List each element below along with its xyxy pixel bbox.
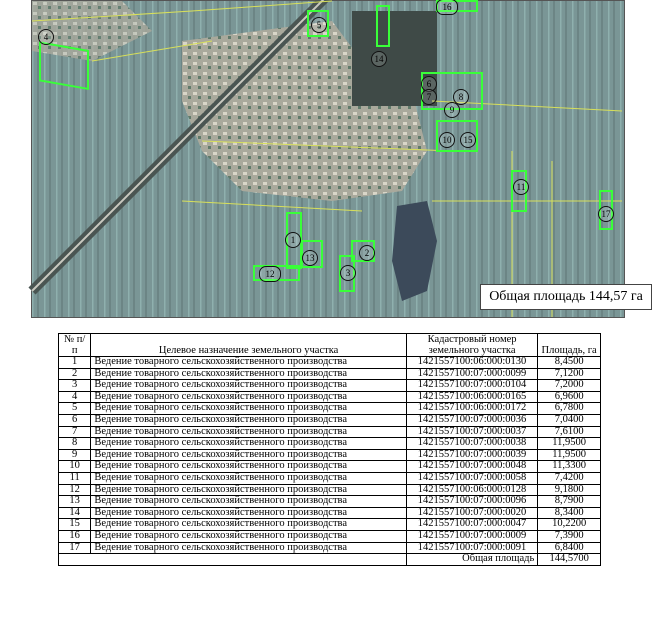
row-cadastral: 1421557100:07:000:0009: [406, 530, 537, 542]
parcel-label-14: 14: [371, 51, 387, 67]
table-row: [59, 368, 601, 380]
row-area: 11,3300: [538, 461, 601, 473]
row-purpose: Ведение товарного сельскохозяйственного производства: [91, 449, 406, 461]
row-cadastral: 1421557100:07:000:0039: [406, 449, 537, 461]
row-purpose: Ведение товарного сельскохозяйственного производства: [91, 484, 406, 496]
row-num: 9: [59, 449, 91, 461]
row-num: 3: [59, 380, 91, 392]
table-row: [59, 472, 601, 484]
row-area: 7,4200: [538, 472, 601, 484]
table-row: [59, 461, 601, 473]
row-num: 14: [59, 507, 91, 519]
total-value: 144,5700: [538, 554, 601, 566]
header-area: Площадь, га: [538, 334, 601, 357]
row-purpose: Ведение товарного сельскохозяйственного производства: [91, 357, 406, 369]
row-purpose: Ведение товарного сельскохозяйственного производства: [91, 542, 406, 554]
table-row: [59, 414, 601, 426]
parcel-label-16: 16: [436, 0, 458, 15]
row-cadastral: 1421557100:06:000:0128: [406, 484, 537, 496]
table-row: [59, 519, 601, 531]
row-cadastral: 1421557100:07:000:0104: [406, 380, 537, 392]
row-purpose: Ведение товарного сельскохозяйственного производства: [91, 507, 406, 519]
parcel-label-11: 11: [513, 179, 529, 195]
row-cadastral: 1421557100:06:000:0130: [406, 357, 537, 369]
row-num: 6: [59, 414, 91, 426]
row-area: 8,4500: [538, 357, 601, 369]
row-area: 6,9600: [538, 391, 601, 403]
row-num: 5: [59, 403, 91, 415]
parcels-table: [58, 333, 601, 566]
row-num: 13: [59, 496, 91, 508]
row-area: 7,0400: [538, 414, 601, 426]
row-area: 8,3400: [538, 507, 601, 519]
parcel-label-10: 10: [439, 132, 455, 148]
row-num: 8: [59, 438, 91, 450]
parcel-label-5: 5: [311, 17, 327, 33]
header-purpose: Целевое назначение земельного участка: [91, 334, 406, 357]
row-num: 15: [59, 519, 91, 531]
parcel-label-12: 12: [259, 266, 281, 282]
total-row: [59, 554, 601, 566]
parcel-label-3: 3: [340, 265, 356, 281]
row-area: 11,9500: [538, 449, 601, 461]
parcel-label-1: 1: [285, 232, 301, 248]
total-label: Общая площадь: [406, 554, 537, 566]
row-cadastral: 1421557100:07:000:0020: [406, 507, 537, 519]
row-cadastral: 1421557100:07:000:0047: [406, 519, 537, 531]
row-num: 7: [59, 426, 91, 438]
parcel-label-6: 6: [421, 76, 437, 92]
row-cadastral: 1421557100:07:000:0038: [406, 438, 537, 450]
row-purpose: Ведение товарного сельскохозяйственного производства: [91, 380, 406, 392]
row-purpose: Ведение товарного сельскохозяйственного производства: [91, 368, 406, 380]
row-purpose: Ведение товарного сельскохозяйственного производства: [91, 519, 406, 531]
parcel-label-15: 15: [460, 132, 476, 148]
satellite-map: [31, 0, 643, 318]
table-header-row: [59, 334, 601, 357]
row-purpose: Ведение товарного сельскохозяйственного производства: [91, 496, 406, 508]
row-num: 1: [59, 357, 91, 369]
row-cadastral: 1421557100:07:000:0036: [406, 414, 537, 426]
row-purpose: Ведение товарного сельскохозяйственного производства: [91, 438, 406, 450]
header-cadastral: Кадастровый номер земельного участка: [406, 334, 537, 357]
parcel-label-7: 7: [421, 89, 437, 105]
row-purpose: Ведение товарного сельскохозяйственного производства: [91, 414, 406, 426]
row-area: 7,3900: [538, 530, 601, 542]
table-row: [59, 380, 601, 392]
row-num: 12: [59, 484, 91, 496]
parcel-label-8: 8: [453, 89, 469, 105]
table-row: [59, 391, 601, 403]
total-spacer: [59, 554, 407, 566]
row-area: 7,1200: [538, 368, 601, 380]
row-area: 9,1800: [538, 484, 601, 496]
table-row: [59, 449, 601, 461]
header-num: № п/п: [59, 334, 91, 357]
table-row: [59, 426, 601, 438]
table-row: [59, 484, 601, 496]
row-cadastral: 1421557100:06:000:0172: [406, 403, 537, 415]
row-cadastral: 1421557100:07:000:0099: [406, 368, 537, 380]
row-area: 10,2200: [538, 519, 601, 531]
table-row: [59, 542, 601, 554]
row-num: 2: [59, 368, 91, 380]
total-area-caption: Общая площадь 144,57 га: [480, 284, 652, 310]
row-area: 7,6100: [538, 426, 601, 438]
parcel-label-17: 17: [598, 206, 614, 222]
table-row: [59, 438, 601, 450]
row-area: 11,9500: [538, 438, 601, 450]
row-area: 6,7800: [538, 403, 601, 415]
row-area: 7,2000: [538, 380, 601, 392]
parcel-label-9: 9: [444, 102, 460, 118]
row-cadastral: 1421557100:07:000:0058: [406, 472, 537, 484]
row-area: 8,7900: [538, 496, 601, 508]
row-purpose: Ведение товарного сельскохозяйственного производства: [91, 530, 406, 542]
table-row: [59, 530, 601, 542]
parcel-label-2: 2: [359, 245, 375, 261]
map-imagery: [32, 1, 624, 317]
parcel-label-4: 4: [38, 29, 54, 45]
row-purpose: Ведение товарного сельскохозяйственного производства: [91, 403, 406, 415]
row-purpose: Ведение товарного сельскохозяйственного производства: [91, 426, 406, 438]
row-num: 11: [59, 472, 91, 484]
row-purpose: Ведение товарного сельскохозяйственного производства: [91, 391, 406, 403]
parcel-label-13: 13: [302, 250, 318, 266]
table-row: [59, 357, 601, 369]
row-area: 6,8400: [538, 542, 601, 554]
row-num: 4: [59, 391, 91, 403]
row-num: 10: [59, 461, 91, 473]
row-num: 16: [59, 530, 91, 542]
table-row: [59, 403, 601, 415]
row-cadastral: 1421557100:07:000:0037: [406, 426, 537, 438]
row-num: 17: [59, 542, 91, 554]
row-cadastral: 1421557100:07:000:0048: [406, 461, 537, 473]
table-row: [59, 496, 601, 508]
row-purpose: Ведение товарного сельскохозяйственного производства: [91, 461, 406, 473]
row-cadastral: 1421557100:07:000:0096: [406, 496, 537, 508]
row-purpose: Ведение товарного сельскохозяйственного производства: [91, 472, 406, 484]
table-row: [59, 507, 601, 519]
row-cadastral: 1421557100:07:000:0091: [406, 542, 537, 554]
row-cadastral: 1421557100:06:000:0165: [406, 391, 537, 403]
